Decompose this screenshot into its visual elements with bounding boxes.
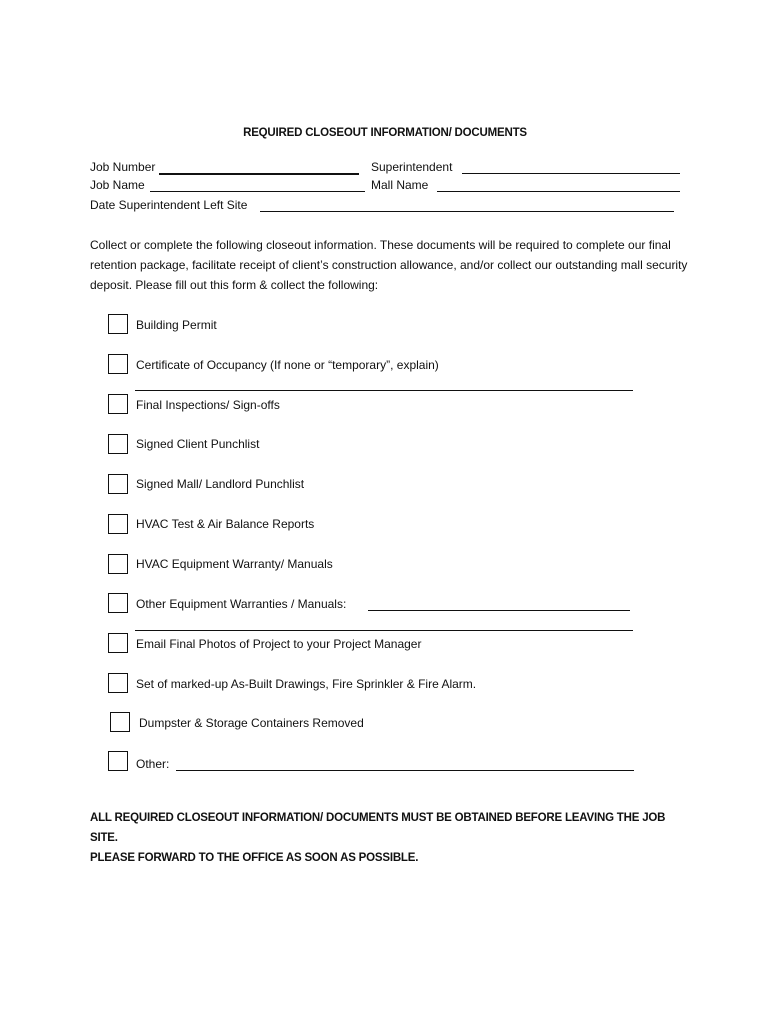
footer-notice [90,808,690,868]
checkbox-final-inspections[interactable] [108,394,128,414]
checkbox-other-equipment-warranties[interactable] [108,593,128,613]
checkbox-hvac-test-reports[interactable] [108,514,128,534]
checkbox-dumpster-removed[interactable] [110,712,130,732]
form-title: REQUIRED CLOSEOUT INFORMATION/ DOCUMENTS [243,127,527,139]
job-number-label: Job Number [90,160,156,174]
other-field[interactable] [176,770,634,771]
superintendent-label: Superintendent [371,160,453,174]
checkbox-building-permit[interactable] [108,314,128,334]
checkbox-signed-client-punchlist[interactable] [108,434,128,454]
other-warranties-field-continued[interactable] [135,630,633,631]
footer-line-1: ALL REQUIRED CLOSEOUT INFORMATION/ DOCUMENTS MUST BE OBTAINED BEFORE LEAVING THE JOB SITE. [90,812,666,844]
checkbox-email-final-photos[interactable] [108,633,128,653]
certificate-explain-field[interactable] [135,390,633,391]
checkbox-signed-mall-punchlist[interactable] [108,474,128,494]
checklist-label-other: Other: [136,757,170,771]
superintendent-field[interactable] [462,173,680,174]
date-left-site-label: Date Superintendent Left Site [90,198,248,212]
checklist-label-hvac-warranty: HVAC Equipment Warranty/ Manuals [136,557,333,571]
checkbox-as-built-drawings[interactable] [108,673,128,693]
job-name-label: Job Name [90,178,145,192]
checkbox-hvac-warranty[interactable] [108,554,128,574]
mall-name-label: Mall Name [371,178,429,192]
checkbox-other[interactable] [108,751,128,771]
checklist-label-building-permit: Building Permit [136,318,217,332]
checklist-label-signed-mall-punchlist: Signed Mall/ Landlord Punchlist [136,477,305,491]
mall-name-field[interactable] [437,191,680,192]
checklist-label-email-final-photos: Email Final Photos of Project to your Project Manager [136,637,422,651]
checkbox-certificate-of-occupancy[interactable] [108,354,128,374]
checklist-label-signed-client-punchlist: Signed Client Punchlist [136,437,260,451]
checklist-label-as-built-drawings: Set of marked-up As-Built Drawings, Fire Sprinkler & Fire Alarm. [136,677,477,691]
checklist-label-dumpster-removed: Dumpster & Storage Containers Removed [139,716,364,730]
footer-line-2: PLEASE FORWARD TO THE OFFICE AS SOON AS POSSIBLE. [90,852,419,864]
date-left-site-field[interactable] [260,211,674,212]
other-warranties-field[interactable] [368,610,630,611]
checklist-label-certificate-of-occupancy: Certificate of Occupancy (If none or “temporary”, explain) [136,358,439,372]
instructions-paragraph: Collect or complete the following closeout information. These documents will be required to complete our final retention package, facilitate receipt of client’s construction allowance, and/or collect our outstanding mall security deposit. Please fill out this form & collect the following: [90,238,688,292]
checklist-label-other-equipment-warranties: Other Equipment Warranties / Manuals: [136,597,347,611]
checklist-label-final-inspections: Final Inspections/ Sign-offs [136,398,280,412]
job-number-field[interactable] [159,173,359,175]
checklist-label-hvac-test-reports: HVAC Test & Air Balance Reports [136,517,315,531]
job-name-field[interactable] [150,191,365,192]
